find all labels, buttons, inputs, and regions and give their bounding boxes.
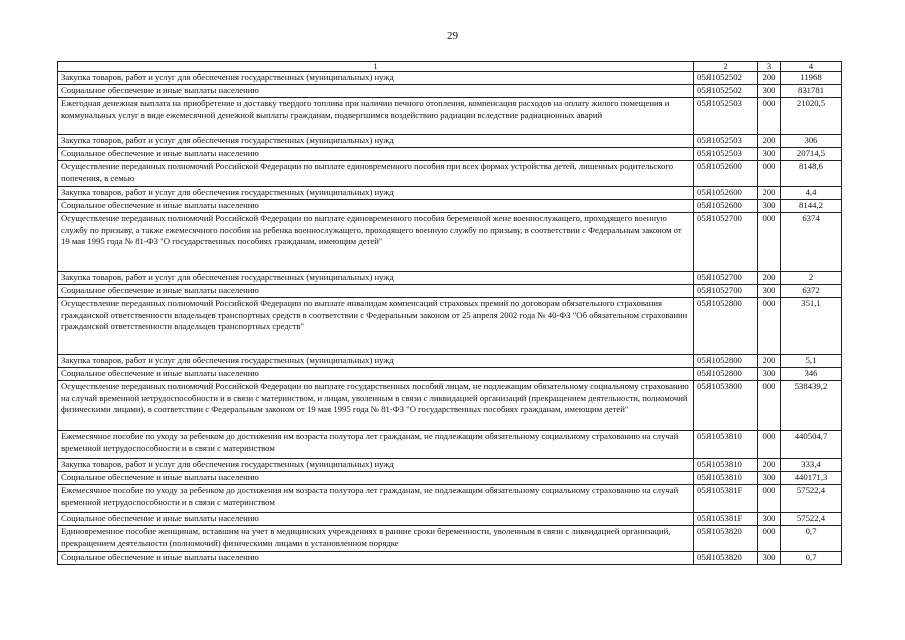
header-row — [58, 62, 842, 72]
row-vr-cell: 200 — [758, 459, 781, 472]
row-code-cell: 05Я1052600 — [694, 200, 758, 213]
row-amount-cell: 440504,7 — [781, 431, 842, 459]
table-row — [58, 98, 842, 135]
row-code-cell: 05Я1052503 — [694, 135, 758, 148]
row-code-cell: 05Я1053800 — [694, 381, 758, 431]
header-col-2: 2 — [694, 62, 758, 72]
row-vr-cell: 300 — [758, 285, 781, 298]
row-vr-cell: 300 — [758, 513, 781, 526]
table-row — [58, 381, 842, 431]
table-row — [58, 368, 842, 381]
row-amount-cell: 21020,5 — [781, 98, 842, 135]
table-row — [58, 187, 842, 200]
row-code-cell: 05Я1052700 — [694, 213, 758, 272]
row-name-cell: Закупка товаров, работ и услуг для обеспечения государственных (муниципальных) нужд — [58, 187, 694, 200]
row-vr-cell: 300 — [758, 200, 781, 213]
row-amount-cell: 5,1 — [781, 355, 842, 368]
header-col-4: 4 — [781, 62, 842, 72]
row-amount-cell: 831781 — [781, 85, 842, 98]
row-amount-cell: 8144,2 — [781, 200, 842, 213]
row-name-cell: Ежемесячное пособие по уходу за ребенком до достижения им возраста полутора лет гражданам, не подлежащим обязательному социальному страхованию на случай временной нетрудоспособности и в связи с материнством — [58, 431, 694, 459]
table-row — [58, 85, 842, 98]
row-name-cell: Осуществление переданных полномочий Российской Федерации по выплате единовременного пособия при всех формах устройства детей, лишенных родительского попечения, в семью — [58, 161, 694, 187]
row-amount-cell: 57522,4 — [781, 513, 842, 526]
row-code-cell: 05Я1052700 — [694, 272, 758, 285]
row-vr-cell: 000 — [758, 98, 781, 135]
table-row — [58, 459, 842, 472]
row-vr-cell: 200 — [758, 187, 781, 200]
row-vr-cell: 200 — [758, 135, 781, 148]
row-code-cell: 05Я1052800 — [694, 355, 758, 368]
row-amount-cell: 306 — [781, 135, 842, 148]
table-row — [58, 485, 842, 513]
row-name-cell: Социальное обеспечение и иные выплаты населению — [58, 200, 694, 213]
row-code-cell: 05Я1053810 — [694, 472, 758, 485]
row-name-cell: Социальное обеспечение и иные выплаты населению — [58, 552, 694, 565]
table-row — [58, 161, 842, 187]
header-col-3: 3 — [758, 62, 781, 72]
page-number: 29 — [447, 30, 458, 42]
row-code-cell: 05Я1052800 — [694, 368, 758, 381]
row-amount-cell: 20714,5 — [781, 148, 842, 161]
row-name-cell: Единовременное пособие женщинам, вставшим на учет в медицинских учреждениях в ранние сроки беременности, уволенным в связи с ликвидацией организаций, прекращением деятельности (полномочий) физическими лицами в установленном порядке — [58, 526, 694, 552]
row-amount-cell: 0,7 — [781, 526, 842, 552]
row-name-cell: Социальное обеспечение и иные выплаты населению — [58, 368, 694, 381]
row-vr-cell: 000 — [758, 381, 781, 431]
row-name-cell: Социальное обеспечение и иные выплаты населению — [58, 148, 694, 161]
table-row — [58, 472, 842, 485]
row-name-cell: Социальное обеспечение и иные выплаты населению — [58, 85, 694, 98]
row-code-cell: 05Я1053820 — [694, 526, 758, 552]
row-amount-cell: 8148,6 — [781, 161, 842, 187]
table-row — [58, 148, 842, 161]
table-body — [58, 72, 842, 565]
row-code-cell: 05Я1053820 — [694, 552, 758, 565]
row-amount-cell: 351,1 — [781, 298, 842, 355]
header-col-1: 1 — [58, 62, 694, 72]
row-code-cell: 05Я1052502 — [694, 72, 758, 85]
table-row — [58, 355, 842, 368]
row-code-cell: 05Я1052700 — [694, 285, 758, 298]
row-code-cell: 05Я105381F — [694, 485, 758, 513]
row-vr-cell: 000 — [758, 431, 781, 459]
row-vr-cell: 000 — [758, 213, 781, 272]
row-vr-cell: 000 — [758, 298, 781, 355]
row-name-cell: Социальное обеспечение и иные выплаты населению — [58, 285, 694, 298]
row-vr-cell: 300 — [758, 85, 781, 98]
row-code-cell: 05Я1052800 — [694, 298, 758, 355]
row-name-cell: Осуществление переданных полномочий Российской Федерации по выплате государственных пособий лицам, не подлежащим обязательному социальному страхованию на случай временной нетрудоспособности и в связи с материнством, и лицам, уволенным в связи с ликвидацией организаций (прекращением деятельности, полномочий физическими лицами), в соответствии с Федеральным законом от 19 мая 1995 года № 81-ФЗ "О государственных пособиях гражданам, имеющим детей" — [58, 381, 694, 431]
row-code-cell: 05Я1053810 — [694, 431, 758, 459]
row-vr-cell: 000 — [758, 485, 781, 513]
row-name-cell: Закупка товаров, работ и услуг для обеспечения государственных (муниципальных) нужд — [58, 72, 694, 85]
row-amount-cell: 57522,4 — [781, 485, 842, 513]
table-row — [58, 272, 842, 285]
row-amount-cell: 4,4 — [781, 187, 842, 200]
row-name-cell: Ежемесячное пособие по уходу за ребенком до достижения им возраста полутора лет гражданам, не подлежащим обязательному социальному страхованию на случай временной нетрудоспособности и в связи с материнством — [58, 485, 694, 513]
row-name-cell: Закупка товаров, работ и услуг для обеспечения государственных (муниципальных) нужд — [58, 459, 694, 472]
row-vr-cell: 300 — [758, 552, 781, 565]
row-code-cell: 05Я1052503 — [694, 148, 758, 161]
row-amount-cell: 6372 — [781, 285, 842, 298]
table-row — [58, 431, 842, 459]
row-code-cell: 05Я1052600 — [694, 161, 758, 187]
row-name-cell: Закупка товаров, работ и услуг для обеспечения государственных (муниципальных) нужд — [58, 272, 694, 285]
table-row — [58, 135, 842, 148]
table-row — [58, 526, 842, 552]
row-name-cell: Ежегодная денежная выплата на приобретение и доставку твердого топлива при наличии печного отопления, компенсация расходов на оплату жилого помещения и коммунальных услуг в виде ежемесячной денежной выплаты гражданам, подвергшимся воздействию радиации вследствие радиационных аварий — [58, 98, 694, 135]
row-name-cell: Социальное обеспечение и иные выплаты населению — [58, 513, 694, 526]
row-code-cell: 05Я1053810 — [694, 459, 758, 472]
budget-table — [57, 61, 842, 565]
row-amount-cell: 440171,3 — [781, 472, 842, 485]
row-code-cell: 05Я1052503 — [694, 98, 758, 135]
row-vr-cell: 000 — [758, 526, 781, 552]
table-row — [58, 213, 842, 272]
row-vr-cell: 200 — [758, 355, 781, 368]
table-row — [58, 200, 842, 213]
row-amount-cell: 11968 — [781, 72, 842, 85]
table-row — [58, 513, 842, 526]
row-vr-cell: 300 — [758, 472, 781, 485]
row-code-cell: 05Я1052502 — [694, 85, 758, 98]
row-name-cell: Осуществление переданных полномочий Российской Федерации по выплате единовременного пособия беременной жене военнослужащего, проходящего военную службу по призыву, а также ежемесячного пособия на ребенка военнослужащего, проходящего военную службу по призыву, в соответствии с Федеральным законом от 19 мая 1995 года № 81-ФЗ "О государственных пособиях гражданам, имеющим детей" — [58, 213, 694, 272]
row-amount-cell: 2 — [781, 272, 842, 285]
row-vr-cell: 200 — [758, 72, 781, 85]
row-vr-cell: 200 — [758, 272, 781, 285]
row-vr-cell: 300 — [758, 368, 781, 381]
row-vr-cell: 300 — [758, 148, 781, 161]
row-amount-cell: 346 — [781, 368, 842, 381]
row-amount-cell: 333,4 — [781, 459, 842, 472]
row-code-cell: 05Я105381F — [694, 513, 758, 526]
row-name-cell: Закупка товаров, работ и услуг для обеспечения государственных (муниципальных) нужд — [58, 355, 694, 368]
row-amount-cell: 538439,2 — [781, 381, 842, 431]
table-row — [58, 552, 842, 565]
table-row — [58, 72, 842, 85]
row-name-cell: Закупка товаров, работ и услуг для обеспечения государственных (муниципальных) нужд — [58, 135, 694, 148]
table-row — [58, 285, 842, 298]
row-amount-cell: 6374 — [781, 213, 842, 272]
row-amount-cell: 0,7 — [781, 552, 842, 565]
row-code-cell: 05Я1052600 — [694, 187, 758, 200]
table-row — [58, 298, 842, 355]
row-name-cell: Осуществление переданных полномочий Российской Федерации по выплате инвалидам компенсаций страховых премий по договорам обязательного страхования гражданской ответственности владельцев транспортных средств в соответствии с Федеральным законом от 25 апреля 2002 года № 40-ФЗ "Об обязательном страховании гражданской ответственности владельцев транспортных средств" — [58, 298, 694, 355]
row-name-cell: Социальное обеспечение и иные выплаты населению — [58, 472, 694, 485]
row-vr-cell: 000 — [758, 161, 781, 187]
